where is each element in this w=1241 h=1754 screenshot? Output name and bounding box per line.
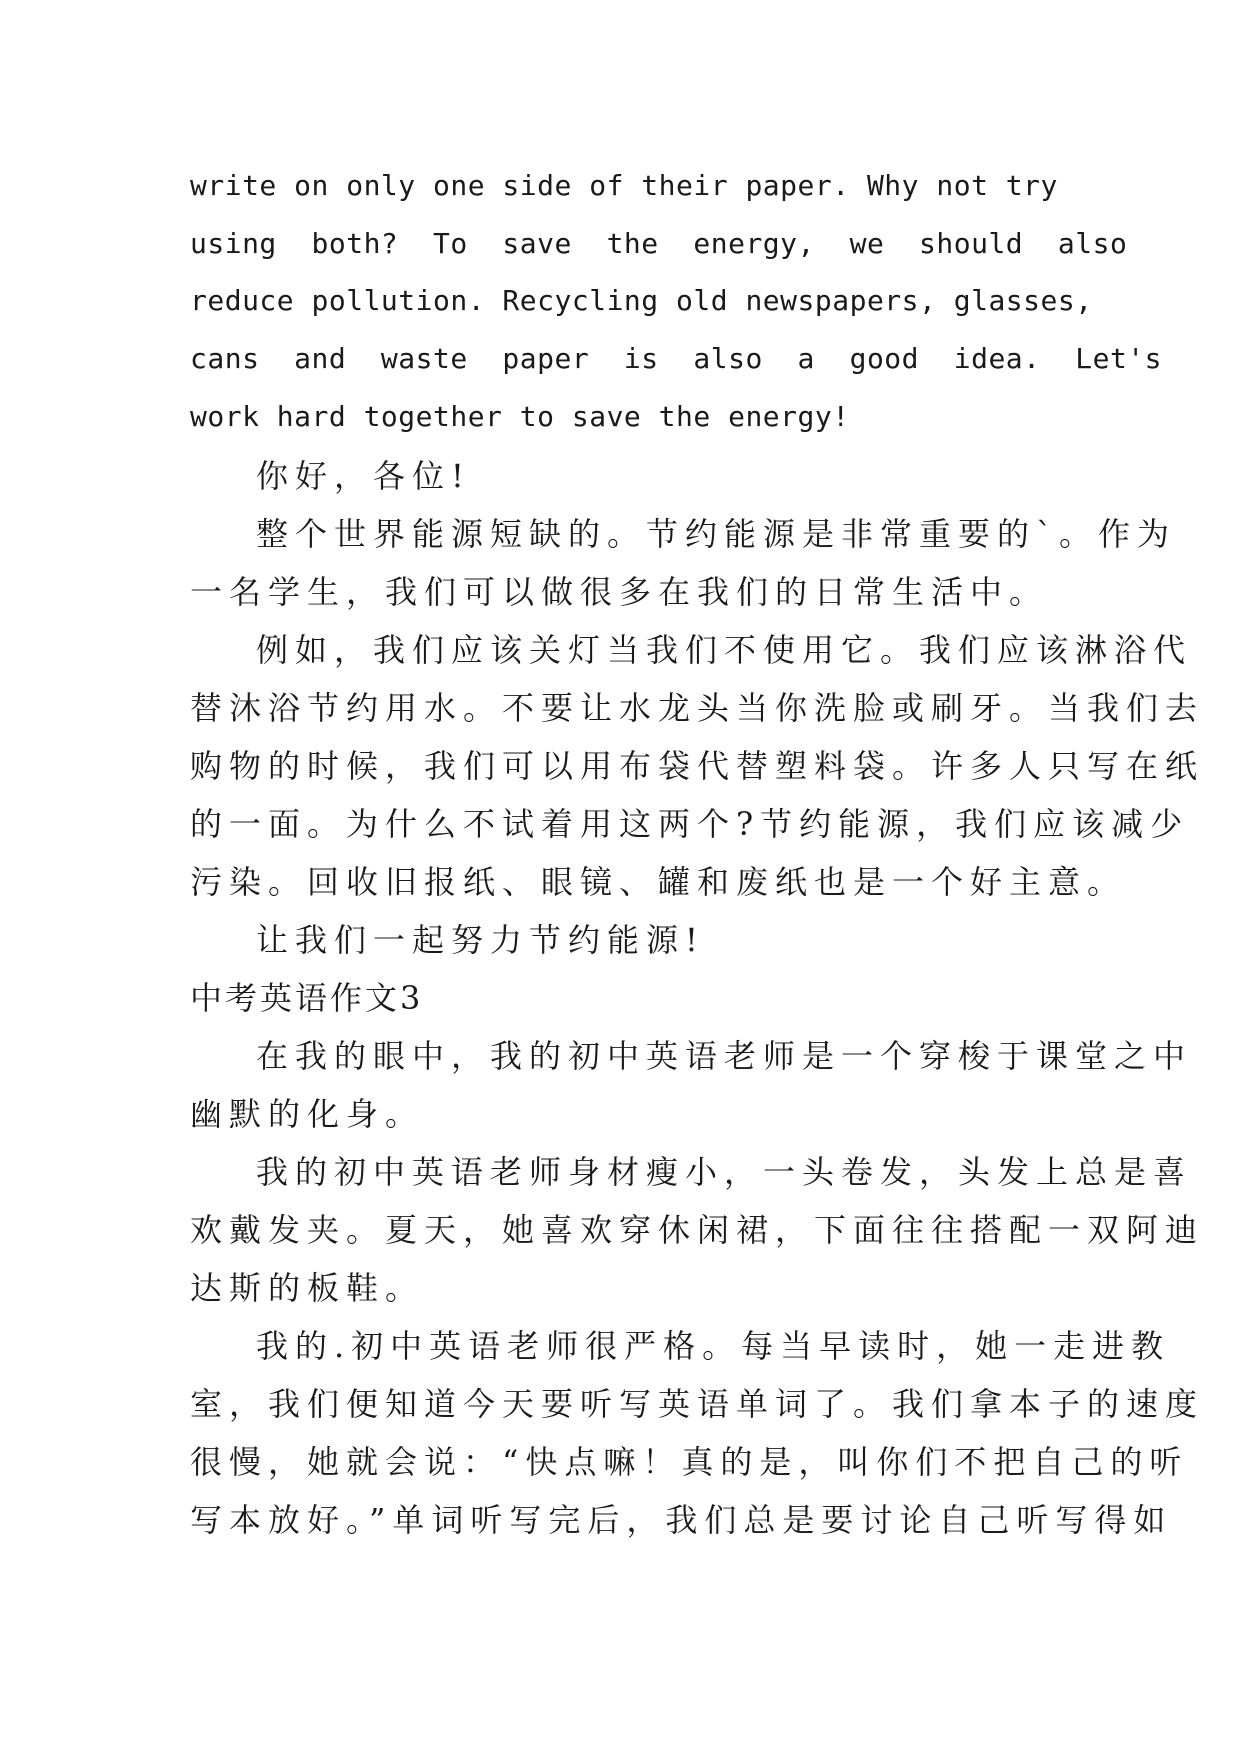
english-line: write on only one side of their paper. Why not try (190, 169, 1058, 202)
english-line: cans and waste paper is also a good idea. Let's (190, 342, 1163, 375)
english-line: reduce pollution. Recycling old newspapers, glasses, (190, 284, 1093, 317)
paragraph-line: 很慢，她就会说：“快点嘛！真的是，叫你们不把自己的听 (190, 1443, 1189, 1481)
paragraph-line: 我的初中英语老师身材瘦小，一头卷发，头发上总是喜 (256, 1153, 1193, 1191)
paragraph-line: 整个世界能源短缺的。节约能源是非常重要的`。作为 (256, 515, 1177, 553)
paragraph-line: 幽默的化身。 (190, 1095, 425, 1133)
paragraph-line: 达斯的板鞋。 (190, 1269, 425, 1307)
paragraph-line: 室，我们便知道今天要听写英语单词了。我们拿本子的速度 (190, 1385, 1205, 1423)
english-line: using both? To save the energy, we should also (190, 227, 1128, 260)
paragraph-line: 购物的时候，我们可以用布袋代替塑料袋。许多人只写在纸 (190, 747, 1205, 785)
paragraph-line: 污染。回收旧报纸、眼镜、罐和废纸也是一个好主意。 (190, 863, 1127, 901)
paragraph-line: 的一面。为什么不试着用这两个?节约能源，我们应该减少 (190, 805, 1190, 843)
paragraph-line: 我的.初中英语老师很严格。每当早读时，她一走进教 (256, 1327, 1171, 1365)
paragraph-line: 在我的眼中，我的初中英语老师是一个穿梭于课堂之中 (256, 1037, 1193, 1075)
paragraph-line: 替沐浴节约用水。不要让水龙头当你洗脸或刷牙。当我们去 (190, 689, 1205, 727)
paragraph-line: 例如，我们应该关灯当我们不使用它。我们应该淋浴代 (256, 631, 1193, 669)
section-heading: 中考英语作文3 (190, 979, 424, 1017)
paragraph-line: 写本放好。”单词听写完后，我们总是要讨论自己听写得如 (190, 1501, 1173, 1539)
paragraph-line: 一名学生，我们可以做很多在我们的日常生活中。 (190, 573, 1049, 611)
paragraph-line: 欢戴发夹。夏天，她喜欢穿休闲裙，下面往往搭配一双阿迪 (190, 1211, 1205, 1249)
english-line: work hard together to save the energy! (190, 400, 850, 433)
closing-line: 让我们一起努力节约能源! (256, 921, 705, 959)
greeting: 你好，各位! (256, 457, 471, 495)
